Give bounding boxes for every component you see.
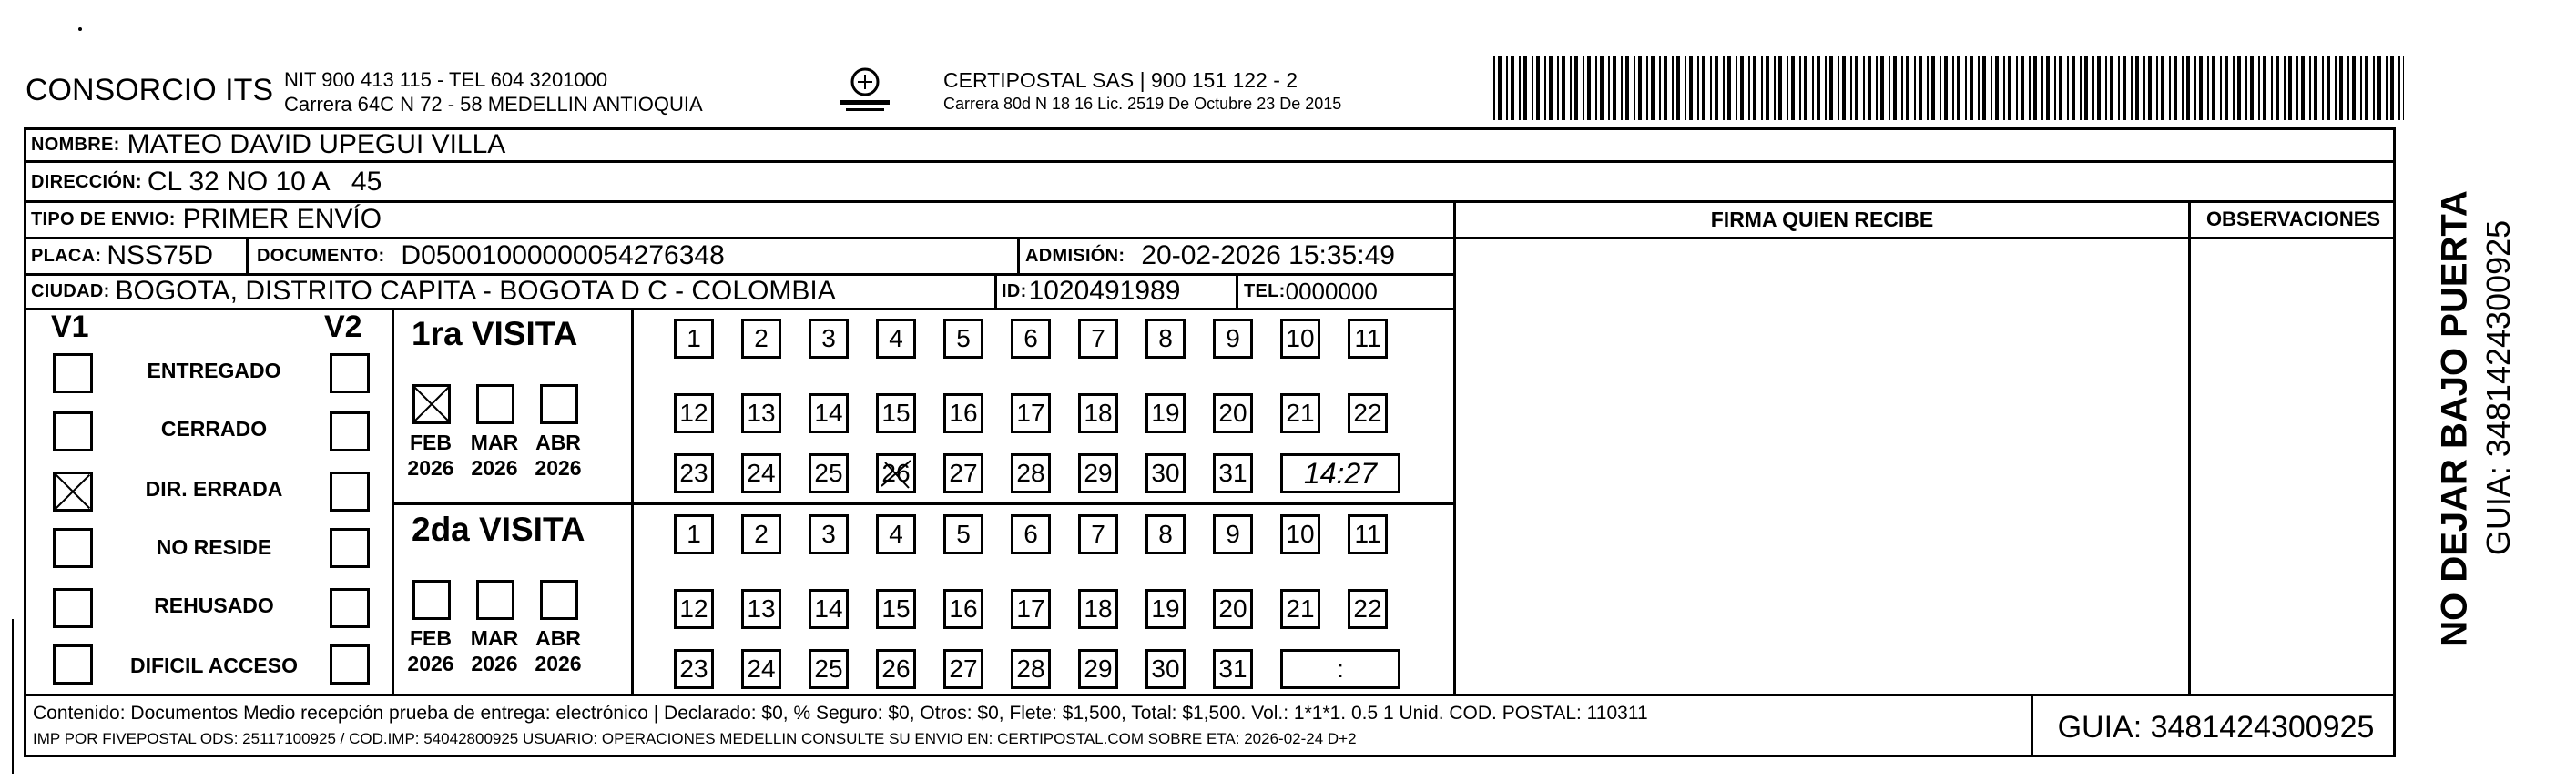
day-box[interactable]: 12: [674, 589, 714, 629]
barcode-bar: [2212, 56, 2215, 120]
day-box[interactable]: 19: [1145, 589, 1186, 629]
barcode-bar: [2161, 56, 2164, 120]
barcode-bar: [1532, 56, 1533, 120]
ciudad-label: CIUDAD:: [31, 280, 110, 301]
barcode-bar: [1876, 56, 1878, 120]
barcode-bar: [2194, 56, 2196, 120]
year-label: 2026: [407, 456, 454, 480]
side-guia: GUIA: 3481424300925: [2479, 219, 2517, 556]
day-box[interactable]: 25: [809, 649, 849, 689]
day-box[interactable]: 14: [809, 393, 849, 433]
barcode-bar: [2105, 56, 2107, 120]
month-checkbox[interactable]: [540, 580, 578, 620]
day-box[interactable]: 6: [1011, 319, 1051, 359]
barcode-bar: [2347, 56, 2349, 120]
barcode-bar: [2271, 56, 2273, 120]
day-box[interactable]: 20: [1213, 589, 1253, 629]
barcode-bar: [1940, 56, 1941, 120]
barcode-bar: [1791, 56, 1795, 120]
month-label: FEB: [410, 431, 452, 454]
v1-checkbox[interactable]: [53, 472, 93, 512]
barcode-bar: [1970, 56, 1973, 120]
barcode-bar: [1914, 56, 1916, 120]
barcode-bar: [1736, 56, 1737, 120]
day-box[interactable]: 22: [1348, 393, 1388, 433]
year-label: 2026: [471, 652, 518, 675]
barcode-bar: [1889, 56, 1890, 120]
time-box[interactable]: 14:27: [1280, 453, 1400, 493]
barcode-bar: [1880, 56, 1884, 120]
barcode-bar: [2072, 56, 2075, 120]
v2-checkbox[interactable]: [330, 353, 370, 393]
barcode-bar: [1863, 56, 1865, 120]
footer-print-info: IMP POR FIVEPOSTAL ODS: 25117100925 / COD.IMP: 54042800925 USUARIO: OPERACIONES MEDELLIN CONSULTE SU ENVIO EN: CERTIPOSTAL.COM SOBRE ETA: 2026-02-24 D+2: [33, 730, 1357, 747]
day-cross-mark: [876, 453, 916, 493]
barcode-bar: [1583, 56, 1584, 120]
day-box[interactable]: 27: [943, 453, 983, 493]
barcode-bar: [2021, 56, 2024, 120]
status-label: CERRADO: [160, 417, 268, 441]
barcode-bar: [2097, 56, 2101, 120]
barcode-bar: [1927, 56, 1929, 120]
visit-title: 2da VISITA: [412, 511, 585, 548]
barcode-bar: [1574, 56, 1578, 120]
day-box[interactable]: 18: [1078, 393, 1118, 433]
barcode-bar: [1778, 56, 1782, 120]
barcode-bar: [1727, 56, 1731, 120]
barcode-bar: [2008, 56, 2011, 120]
ciudad-value: BOGOTA, DISTRITO CAPITA - BOGOTA D C - COLOMBIA: [115, 276, 836, 306]
day-box[interactable]: 5: [943, 514, 983, 554]
barcode-bar: [1748, 56, 1750, 120]
tel-label: TEL:: [1244, 280, 1286, 301]
day-box[interactable]: 12: [674, 393, 714, 433]
day-box[interactable]: 10: [1280, 514, 1320, 554]
day-box[interactable]: 24: [741, 649, 781, 689]
day-box[interactable]: 9: [1213, 514, 1253, 554]
day-box[interactable]: 27: [943, 649, 983, 689]
barcode-bar: [2123, 56, 2126, 120]
admision-label: ADMISIÓN:: [1025, 245, 1125, 266]
day-box[interactable]: 28: [1011, 649, 1051, 689]
id-label: ID:: [1002, 280, 1027, 301]
day-box[interactable]: 1: [674, 319, 714, 359]
carrier-line2: Carrera 80d N 18 16 Lic. 2519 De Octubre 23 De 2015: [943, 95, 1342, 113]
documento-value: D05001000000054276348: [401, 240, 725, 270]
time-box[interactable]: :: [1280, 649, 1400, 689]
barcode-bar: [2067, 56, 2069, 120]
day-box[interactable]: 31: [1213, 453, 1253, 493]
barcode-bar: [2131, 56, 2133, 120]
observaciones-label: OBSERVACIONES: [2205, 208, 2381, 230]
barcode-bar: [1838, 56, 1839, 120]
tel-value: 0000000: [1285, 277, 1378, 305]
barcode-bar: [2220, 56, 2222, 120]
day-box[interactable]: 30: [1145, 649, 1186, 689]
v1-label: V1: [51, 309, 89, 344]
day-box[interactable]: 13: [741, 589, 781, 629]
month-label: ABR: [535, 626, 581, 650]
day-box[interactable]: 14: [809, 589, 849, 629]
firma-label: FIRMA QUIEN RECIBE: [1710, 208, 1934, 231]
barcode-bar: [1519, 56, 1521, 120]
day-box[interactable]: 2: [741, 319, 781, 359]
barcode-bar: [1817, 56, 1820, 120]
month-checkbox[interactable]: [412, 384, 451, 424]
barcode-bar: [1544, 56, 1546, 120]
barcode-bar: [1621, 56, 1623, 120]
certipostal-logo: [833, 66, 897, 117]
carrier-line1: CERTIPOSTAL SAS | 900 151 122 - 2: [943, 68, 1298, 92]
barcode-bar: [2390, 56, 2394, 120]
visit-title: 1ra VISITA: [412, 315, 578, 352]
barcode-bar: [2403, 56, 2404, 120]
barcode-bar: [2148, 56, 2152, 120]
day-box[interactable]: 24: [741, 453, 781, 493]
day-box[interactable]: 4: [876, 319, 916, 359]
barcode-bar: [1978, 56, 1980, 120]
barcode-bar: [2250, 56, 2254, 120]
barcode-bar: [1957, 56, 1960, 120]
v1-checkbox[interactable]: [53, 588, 93, 628]
barcode-bar: [2029, 56, 2031, 120]
barcode-bar: [1995, 56, 1999, 120]
barcode-bar: [1493, 56, 1495, 120]
month-label: MAR: [470, 626, 519, 650]
day-box[interactable]: 25: [809, 453, 849, 493]
barcode-bar: [1646, 56, 1648, 120]
left-edge-line: [12, 619, 14, 774]
barcode-bar: [1753, 56, 1756, 120]
barcode-bar: [1689, 56, 1693, 120]
day-box[interactable]: 17: [1011, 393, 1051, 433]
day-box[interactable]: 11: [1348, 514, 1388, 554]
barcode-bar: [1774, 56, 1776, 120]
barcode-bar: [2276, 56, 2279, 120]
day-box[interactable]: 23: [674, 453, 714, 493]
barcode-bar: [2258, 56, 2260, 120]
barcode-bar: [1919, 56, 1922, 120]
day-box[interactable]: 26: [876, 453, 916, 493]
tipo-envio-value: PRIMER ENVÍO: [182, 204, 382, 234]
corner-dot: [78, 27, 82, 31]
v2-checkbox[interactable]: [330, 588, 370, 628]
barcode-bar: [1613, 56, 1616, 120]
barcode-bar: [1634, 56, 1635, 120]
footer-content: Contenido: Documentos Medio recepción prueba de entrega: electrónico | Declarado: $0, % Seguro: $0, Otros: $0, Flete: $1,500, Total: $1,500. Vol.: 1*1*1. 0.5 1 Unid. COD. POSTAL: 110311: [33, 703, 1648, 724]
day-box[interactable]: 23: [674, 649, 714, 689]
day-box[interactable]: 13: [741, 393, 781, 433]
year-label: 2026: [407, 652, 454, 675]
barcode-bar: [1595, 56, 1597, 120]
barcode-bar: [2284, 56, 2286, 120]
barcode-bar: [2377, 56, 2381, 120]
barcode-bar: [1723, 56, 1725, 120]
year-label: 2026: [535, 652, 582, 675]
barcode-bar: [1562, 56, 1565, 120]
barcode-bar: [1965, 56, 1967, 120]
barcode-bar: [2233, 56, 2235, 120]
direccion-value: CL 32 NO 10 A 45: [147, 167, 382, 197]
barcode-bar: [2003, 56, 2005, 120]
day-box[interactable]: 5: [943, 319, 983, 359]
barcode-bar: [1710, 56, 1712, 120]
company-line2: Carrera 64C N 72 - 58 MEDELLIN ANTIOQUIA: [284, 93, 703, 116]
status-label: REHUSADO: [154, 593, 274, 617]
day-box[interactable]: 3: [809, 514, 849, 554]
status-label: ENTREGADO: [147, 359, 281, 382]
tipo-envio-label: TIPO DE ENVIO:: [31, 208, 176, 229]
barcode-bar: [2092, 56, 2094, 120]
barcode-bar: [2245, 56, 2247, 120]
barcode-bar: [1868, 56, 1871, 120]
barcode-bar: [2373, 56, 2375, 120]
day-box[interactable]: 6: [1011, 514, 1051, 554]
day-box[interactable]: 22: [1348, 589, 1388, 629]
barcode-bar: [1931, 56, 1935, 120]
barcode-bar: [1952, 56, 1954, 120]
barcode-bar: [1740, 56, 1744, 120]
barcode-bar: [2263, 56, 2266, 120]
id-value: 1020491989: [1028, 276, 1181, 306]
v2-checkbox[interactable]: [330, 411, 370, 451]
barcode-bar: [1982, 56, 1986, 120]
month-label: MAR: [470, 431, 519, 454]
barcode-bar: [1893, 56, 1897, 120]
barcode-bar: [1799, 56, 1801, 120]
day-box[interactable]: 16: [943, 589, 983, 629]
barcode-bar: [2156, 56, 2158, 120]
placa-label: PLACA:: [31, 245, 102, 266]
barcode-bar: [1664, 56, 1667, 120]
barcode-bar: [1702, 56, 1705, 120]
side-warning: NO DEJAR BAJO PUERTA: [2434, 190, 2475, 647]
barcode-bar: [2335, 56, 2337, 120]
barcode-bar: [2327, 56, 2330, 120]
barcode-bar: [2301, 56, 2305, 120]
barcode-bar: [1804, 56, 1807, 120]
barcode-bar: [1608, 56, 1610, 120]
barcode-bar: [1825, 56, 1827, 120]
barcode-bar: [1906, 56, 1909, 120]
barcode-bar: [1944, 56, 1948, 120]
month-checkbox[interactable]: [540, 384, 578, 424]
day-box[interactable]: 2: [741, 514, 781, 554]
barcode-bar: [1549, 56, 1553, 120]
barcode-bar: [2046, 56, 2050, 120]
barcode-bar: [2143, 56, 2145, 120]
barcode-bar: [1651, 56, 1655, 120]
year-label: 2026: [471, 456, 518, 480]
month-checkbox[interactable]: [412, 580, 451, 620]
v1-checkbox[interactable]: [53, 644, 93, 685]
barcode-bar: [2339, 56, 2343, 120]
barcode-bar: [2059, 56, 2062, 120]
day-box[interactable]: 16: [943, 393, 983, 433]
barcode: [1493, 56, 2404, 120]
barcode-bar: [2110, 56, 2113, 120]
v1-checkbox[interactable]: [53, 353, 93, 393]
barcode-bar: [1676, 56, 1680, 120]
barcode-bar: [1536, 56, 1540, 120]
status-label: DIR. ERRADA: [145, 477, 283, 501]
day-box[interactable]: 21: [1280, 589, 1320, 629]
barcode-bar: [2365, 56, 2368, 120]
barcode-bar: [2182, 56, 2184, 120]
barcode-bar: [2054, 56, 2056, 120]
day-box[interactable]: 19: [1145, 393, 1186, 433]
v2-checkbox[interactable]: [330, 644, 370, 685]
company-line1: NIT 900 413 115 - TEL 604 3201000: [284, 68, 608, 91]
year-label: 2026: [535, 456, 582, 480]
placa-value: NSS75D: [107, 240, 214, 270]
day-box[interactable]: 3: [809, 319, 849, 359]
barcode-bar: [1600, 56, 1604, 120]
day-box[interactable]: 31: [1213, 649, 1253, 689]
month-label: FEB: [410, 626, 452, 650]
barcode-bar: [2033, 56, 2037, 120]
barcode-bar: [1659, 56, 1661, 120]
barcode-bar: [2309, 56, 2311, 120]
day-box[interactable]: 7: [1078, 319, 1118, 359]
month-checkbox[interactable]: [476, 580, 514, 620]
barcode-bar: [1625, 56, 1629, 120]
v2-label: V2: [324, 309, 362, 344]
nombre-label: NOMBRE:: [31, 134, 120, 155]
nombre-value: MATEO DAVID UPEGUI VILLA: [127, 129, 506, 159]
barcode-bar: [2352, 56, 2356, 120]
v2-checkbox[interactable]: [330, 528, 370, 568]
day-box[interactable]: 30: [1145, 453, 1186, 493]
barcode-bar: [1523, 56, 1527, 120]
barcode-bar: [2225, 56, 2228, 120]
barcode-bar: [1587, 56, 1591, 120]
month-label: ABR: [535, 431, 581, 454]
day-box[interactable]: 4: [876, 514, 916, 554]
barcode-bar: [2118, 56, 2120, 120]
direccion-label: DIRECCIÓN:: [31, 171, 142, 192]
barcode-bar: [2360, 56, 2362, 120]
v1-checkbox[interactable]: [53, 528, 93, 568]
day-box[interactable]: 7: [1078, 514, 1118, 554]
day-box[interactable]: 20: [1213, 393, 1253, 433]
day-box[interactable]: 29: [1078, 453, 1118, 493]
day-box[interactable]: 8: [1145, 319, 1186, 359]
company-name: CONSORCIO ITS: [25, 73, 274, 107]
day-box[interactable]: 21: [1280, 393, 1320, 433]
barcode-bar: [1850, 56, 1852, 120]
barcode-bar: [1766, 56, 1769, 120]
barcode-bar: [1829, 56, 1833, 120]
day-box[interactable]: 28: [1011, 453, 1051, 493]
barcode-bar: [2296, 56, 2298, 120]
barcode-bar: [1855, 56, 1858, 120]
barcode-bar: [1761, 56, 1763, 120]
status-label: NO RESIDE: [156, 535, 272, 559]
day-box[interactable]: 26: [876, 649, 916, 689]
barcode-bar: [2174, 56, 2177, 120]
day-box[interactable]: 29: [1078, 649, 1118, 689]
barcode-bar: [2169, 56, 2171, 120]
barcode-bar: [1901, 56, 1903, 120]
barcode-bar: [1638, 56, 1642, 120]
barcode-bar: [1498, 56, 1502, 120]
barcode-bar: [1842, 56, 1846, 120]
barcode-bar: [2041, 56, 2043, 120]
barcode-bar: [1506, 56, 1508, 120]
month-checkbox[interactable]: [476, 384, 514, 424]
barcode-bar: [2322, 56, 2324, 120]
barcode-bar: [1812, 56, 1814, 120]
barcode-bar: [2016, 56, 2018, 120]
barcode-bar: [1672, 56, 1674, 120]
barcode-bar: [1697, 56, 1699, 120]
barcode-bar: [2186, 56, 2190, 120]
day-box[interactable]: 9: [1213, 319, 1253, 359]
status-label: DIFICIL ACCESO: [129, 654, 298, 677]
barcode-bar: [1570, 56, 1572, 120]
barcode-bar: [2288, 56, 2292, 120]
day-box[interactable]: 1: [674, 514, 714, 554]
admision-value: 20-02-2026 15:35:49: [1141, 240, 1395, 270]
barcode-bar: [2237, 56, 2241, 120]
documento-label: DOCUMENTO:: [257, 245, 385, 266]
v2-checkbox[interactable]: [330, 472, 370, 512]
day-box[interactable]: 8: [1145, 514, 1186, 554]
day-box[interactable]: 11: [1348, 319, 1388, 359]
barcode-bar: [1715, 56, 1718, 120]
barcode-bar: [2314, 56, 2317, 120]
barcode-bar: [2398, 56, 2400, 120]
barcode-bar: [1787, 56, 1788, 120]
barcode-bar: [2386, 56, 2388, 120]
day-box[interactable]: 10: [1280, 319, 1320, 359]
barcode-bar: [1511, 56, 1514, 120]
barcode-bar: [2207, 56, 2209, 120]
day-box[interactable]: 15: [876, 589, 916, 629]
footer-guia: GUIA: 3481424300925: [2057, 710, 2375, 745]
barcode-bar: [2084, 56, 2088, 120]
day-box[interactable]: 17: [1011, 589, 1051, 629]
day-box[interactable]: 18: [1078, 589, 1118, 629]
barcode-bar: [2080, 56, 2082, 120]
v1-checkbox[interactable]: [53, 411, 93, 451]
barcode-bar: [2135, 56, 2139, 120]
barcode-bar: [1685, 56, 1686, 120]
barcode-bar: [2199, 56, 2203, 120]
barcode-bar: [1557, 56, 1559, 120]
barcode-bar: [1991, 56, 1992, 120]
day-box[interactable]: 15: [876, 393, 916, 433]
